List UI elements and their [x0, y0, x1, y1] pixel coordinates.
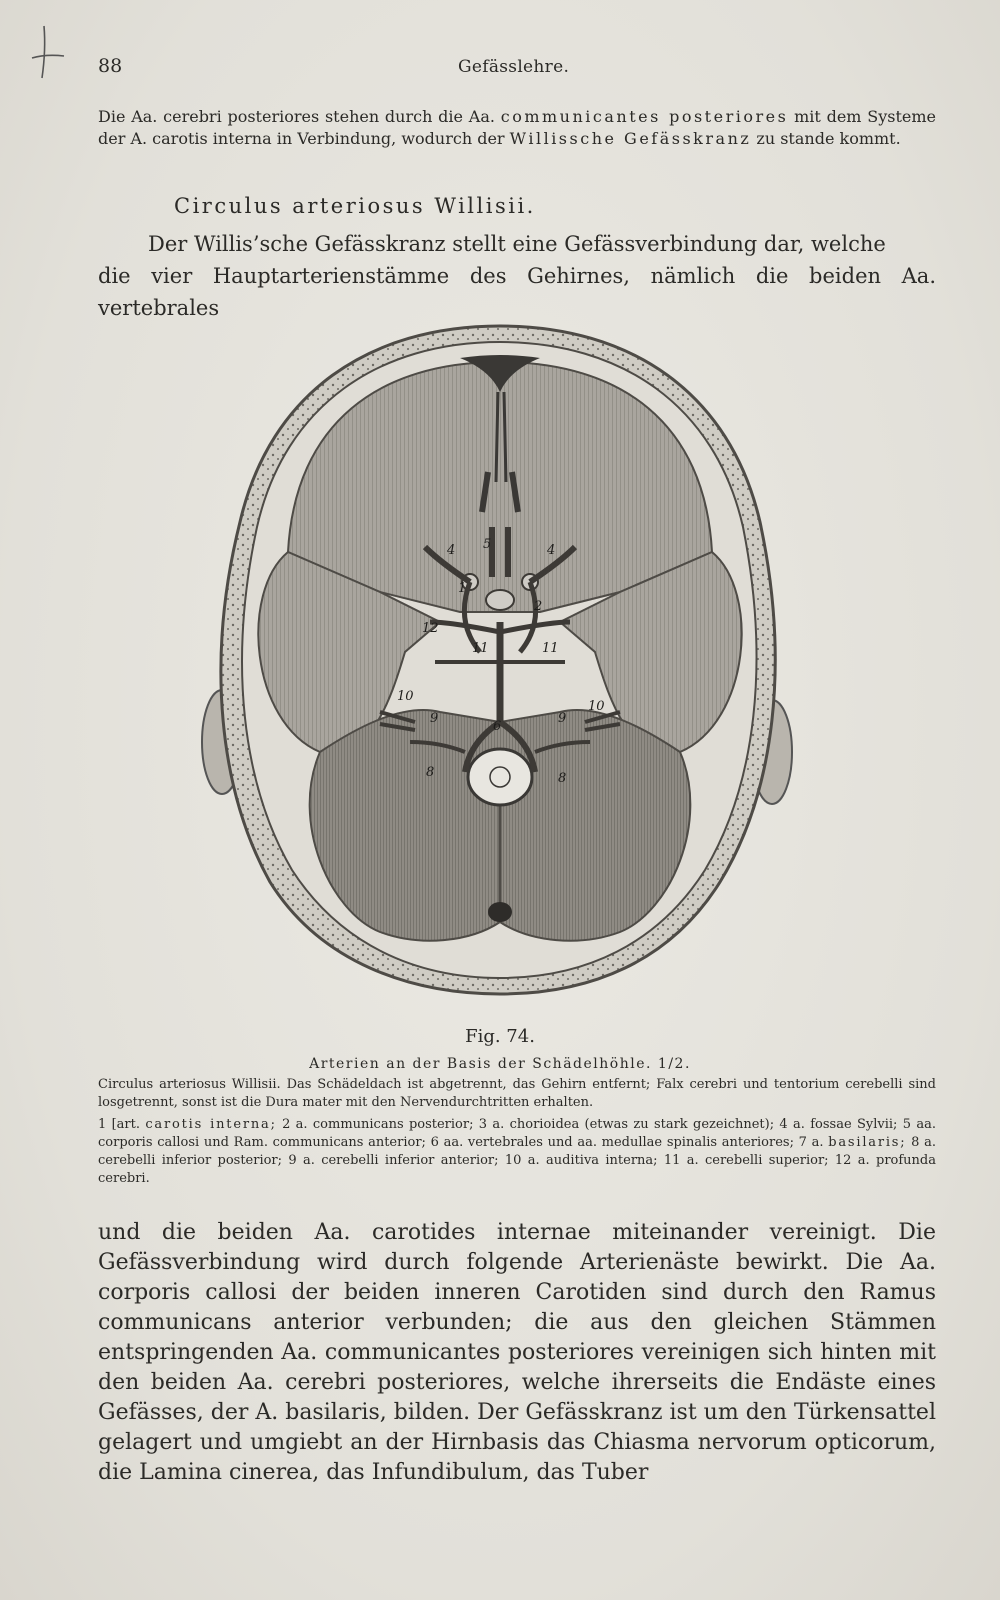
intro-text-a-spaced: communicantes posteriores: [500, 107, 789, 126]
fig-number: 9: [558, 711, 567, 726]
intro-text-b-spaced: Willissche Gefässkranz: [509, 129, 752, 148]
running-title: Gefässlehre.: [458, 57, 570, 77]
intro-text-b: mit dem Systeme der A. carotis interna in Verbindung, wodurch der: [98, 107, 936, 148]
fig-number: 8: [426, 765, 435, 780]
fig-number: 11: [472, 641, 489, 656]
caption-description: [98, 1076, 936, 1112]
section-paragraph: [98, 228, 936, 324]
fig-number: 1: [458, 581, 467, 596]
figure-title: [0, 1056, 1000, 1072]
legend-line2-spaced: basilaris;: [828, 1135, 907, 1150]
legend-line1-rest: 2 a. communicans posterior; 3 a. chorioidea (etwas zu stark gezeichnet); 4 a. fossae Sylvii; 5 aa. corporis callosi und Ram. communicans anterior; 6 aa. vertebrales und aa. medullae spinalis anteriores; 7 a.: [98, 1117, 936, 1150]
foramen-magnum: [468, 749, 532, 805]
figure-title-text: Arterien an der Basis der Schädelhöhle.: [309, 1056, 652, 1072]
legend-line1-spaced: carotis interna;: [145, 1117, 277, 1132]
fig-number: 12: [422, 621, 439, 636]
pencil-mark-icon: [28, 20, 68, 80]
fig-number: 11: [542, 641, 559, 656]
section-title: Circulus arteriosus Willisii.: [174, 194, 536, 218]
caption-lead: Circulus arteriosus Willisii.: [98, 1077, 281, 1092]
page-header: [98, 55, 928, 85]
fig-number: 6: [493, 719, 502, 734]
page-number: 88: [98, 55, 123, 77]
figure-scale: 1/2.: [657, 1056, 691, 1072]
fig-number: 8: [558, 771, 567, 786]
legend-line2-rest: 8 a. cerebelli inferior posterior; 9 a. cerebelli inferior anterior; 10 a. auditiva interna; 11 a. cerebelli superior; 12 a. profunda cerebri.: [98, 1135, 937, 1186]
figure-label: Fig. 74.: [465, 1026, 535, 1047]
legend-line1: 1 [art.: [98, 1117, 140, 1132]
fig-number: 2: [534, 599, 543, 614]
fig-number: 10: [588, 699, 605, 714]
intro-paragraph: [98, 106, 936, 150]
fig-number: 4: [547, 543, 556, 558]
figure-caption: [98, 1076, 936, 1192]
caption-legend: [98, 1116, 936, 1188]
section-text-line2: die vier Hauptarterienstämme des Gehirnes, nämlich die beiden Aa. vertebrales: [98, 264, 936, 320]
intro-text-c: zu stande kommt.: [756, 129, 901, 148]
main-paragraph: [98, 1218, 936, 1488]
anatomical-illustration: [200, 322, 820, 1002]
fig-number: 5: [483, 537, 492, 552]
fig-number: 4: [447, 543, 456, 558]
main-text: und die beiden Aa. carotides internae miteinander vereinigt. Die Gefässverbindung wird durch folgende Arterienäste bewirkt. Die Aa. corporis callosi der beiden inneren Carotiden sind durch den Ramus communicans anterior verbunden; die aus den gleichen Stämmen entspringenden Aa. communicantes posteriores vereinigen sich hinten mit den beiden Aa. cerebri posteriores, welche ihrerseits die Endäste eines Gefässes, der A. basilaris, bilden. Der Gefässkranz ist um den Türkensattel gelagert und umgiebt an der Hirnbasis das Chiasma nervorum opticorum, die Lamina cinerea, das Infundibulum, das Tuber: [98, 1220, 936, 1485]
fig-number: 10: [397, 689, 414, 704]
section-text-line1: Der Willis’sche Gefässkranz stellt eine Gefässverbindung dar, welche: [148, 232, 886, 256]
caption-main: Das Schädeldach ist abgetrennt, das Gehirn entfernt; Falx cerebri und tentorium cerebelli sind losgetrennt, sonst ist die Dura mater mit den Nervendurchtritten erhalten.: [98, 1077, 937, 1110]
fig-number: 9: [430, 711, 439, 726]
intro-text-a: Die Aa. cerebri posteriores stehen durch die Aa.: [98, 107, 495, 126]
